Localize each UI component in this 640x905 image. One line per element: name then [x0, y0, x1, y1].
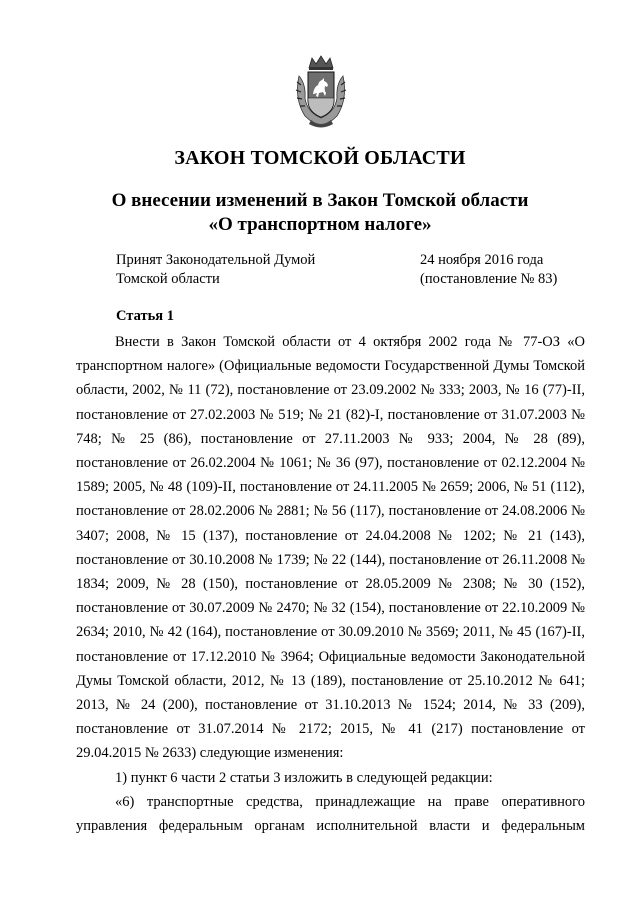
adopted-by-line: Томской области — [116, 271, 220, 287]
adopted-by — [116, 251, 315, 289]
adopted-resolution: (постановление № 83) — [420, 271, 558, 287]
adopted-date-block — [420, 251, 557, 289]
article-body — [76, 330, 585, 838]
law-title: ЗАКОН ТОМСКОЙ ОБЛАСТИ — [174, 147, 466, 169]
list-item: 1) пункт 6 части 2 статьи 3 изложить в следующей редакции: — [115, 769, 493, 786]
adopted-by-line: Принят Законодательной Думой — [116, 252, 316, 268]
article-heading: Статья 1 — [116, 308, 174, 324]
adopted-date: 24 ноября 2016 года — [420, 252, 544, 268]
quoted-paragraph: «6) транспортные средства, принадлежащие на праве оперативного управления федеральным органам исполнительной власти и федеральным — [76, 793, 585, 835]
subtitle-line: «О транспортном налоге» — [208, 214, 432, 235]
law-subtitle — [60, 189, 580, 237]
coat-of-arms-icon — [291, 54, 351, 130]
subtitle-line: О внесении изменений в Закон Томской области — [111, 190, 529, 211]
paragraph-intro: Внести в Закон Томской области от 4 октября 2002 года № 77-ОЗ «О транспортном налоге» (Официальные ведомости Государственной Думы Томской области, 2002, № 11 (72), постановление от 23.09.2002 № 333; 2003, № 16 (77)-II, постановление от 27.02.2003 № 519; № 21 (82)-I, постановление от 31.07.2003 № 748; № 25 (86), постановление от 27.11.2003 № 933; 2004, № 28 (89), постановление от 26.02.2004 № 1061; № 36 (97), постановление от 02.12.2004 № 1589; 2005, № 48 (109)-II, постановление от 24.11.2005 № 2659; 2006, № 51 (112), постановление от 28.02.2006 № 2881; № 56 (117), постановление от 24.08.2006 № 3407; 2008, № 15 (137), постановление от 24.04.2008 № 1202; № 21 (143), постановление от 30.10.2008 № 1739; № 22 (144), постановление от 26.11.2008 № 1834; 2009, № 28 (150), постановление от 28.05.2009 № 2308; № 30 (152), постановление от 30.07.2009 № 2470; № 32 (154), постановление от 22.10.2009 № 2634; 2010, № 42 (164), постановление от 30.09.2010 № 3569; 2011, № 45 (167)-II, постановление от 17.12.2010 № 3964; Официальные ведомости Законодательной Думы Томской области, 2012, № 13 (189), постановление от 25.10.2012 № 641; 2013, № 24 (200), постановление от 31.10.2013 № 1524; 2014, № 33 (209), постановление от 31.07.2014 № 2172; 2015, № 41 (217) постановление от 29.04.2015 № 2633) следующие изменения: — [76, 334, 585, 762]
